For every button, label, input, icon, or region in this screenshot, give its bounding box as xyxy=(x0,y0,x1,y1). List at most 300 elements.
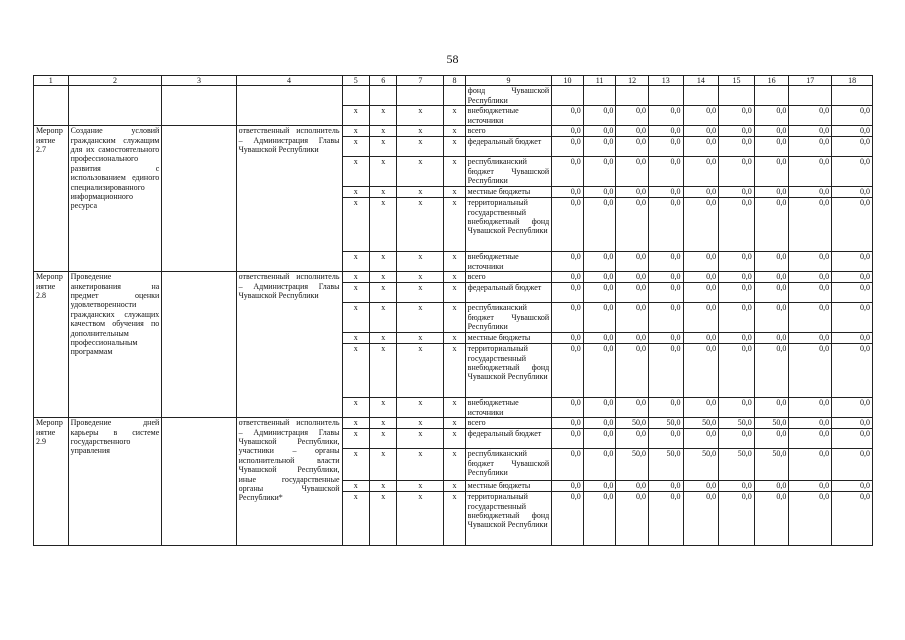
measure-name xyxy=(68,126,162,272)
mark-cell: x xyxy=(342,252,369,272)
value-cell: 0,0 xyxy=(832,187,873,198)
value-cell: 0,0 xyxy=(683,303,719,333)
mark-cell: x xyxy=(369,252,396,272)
mark-cell: x xyxy=(342,198,369,252)
goal-cell xyxy=(162,272,236,418)
mark-cell: x xyxy=(444,429,465,449)
value-cell: 0,0 xyxy=(552,198,584,252)
value-cell xyxy=(616,86,649,106)
value-cell: 0,0 xyxy=(719,283,755,303)
value-cell: 50,0 xyxy=(648,449,683,481)
mark-cell: x xyxy=(342,126,369,137)
value-cell: 0,0 xyxy=(616,198,649,252)
executor xyxy=(236,272,342,418)
value-cell: 0,0 xyxy=(648,283,683,303)
value-cell: 0,0 xyxy=(648,137,683,157)
value-cell: 0,0 xyxy=(832,272,873,283)
mark-cell: x xyxy=(444,449,465,481)
value-cell: 0,0 xyxy=(719,429,755,449)
funding-source: федеральный бюджет xyxy=(465,283,552,303)
value-cell: 0,0 xyxy=(754,344,789,398)
value-cell: 0,0 xyxy=(832,418,873,429)
value-cell: 0,0 xyxy=(683,272,719,283)
value-cell: 0,0 xyxy=(648,187,683,198)
value-cell: 0,0 xyxy=(789,252,832,272)
mark-cell: x xyxy=(444,106,465,126)
column-number-15: 15 xyxy=(719,76,755,86)
measure-code-text: Мероприятие 2.8 xyxy=(36,272,63,301)
value-cell: 0,0 xyxy=(616,303,649,333)
value-cell: 0,0 xyxy=(754,492,789,546)
value-cell: 0,0 xyxy=(754,272,789,283)
value-cell: 0,0 xyxy=(552,481,584,492)
value-cell: 0,0 xyxy=(583,272,616,283)
column-number-6: 6 xyxy=(369,76,396,86)
mark-cell: x xyxy=(342,303,369,333)
value-cell: 0,0 xyxy=(648,126,683,137)
mark-cell: x xyxy=(444,333,465,344)
value-cell: 0,0 xyxy=(552,283,584,303)
value-cell: 0,0 xyxy=(832,492,873,546)
table-row xyxy=(34,272,873,283)
value-cell: 0,0 xyxy=(683,252,719,272)
column-number-10: 10 xyxy=(552,76,584,86)
funding-source: местные бюджеты xyxy=(465,187,552,198)
value-cell: 0,0 xyxy=(648,492,683,546)
value-cell: 0,0 xyxy=(552,344,584,398)
mark-cell: x xyxy=(342,137,369,157)
value-cell: 0,0 xyxy=(789,449,832,481)
table-row xyxy=(34,418,873,429)
mark-cell: x xyxy=(369,187,396,198)
column-number-3: 3 xyxy=(162,76,236,86)
measure-code-text: Мероприятие 2.9 xyxy=(36,418,63,447)
value-cell: 0,0 xyxy=(648,157,683,187)
value-cell: 0,0 xyxy=(754,157,789,187)
value-cell: 0,0 xyxy=(832,106,873,126)
mark-cell: x xyxy=(444,492,465,546)
value-cell: 0,0 xyxy=(754,187,789,198)
mark-cell: x xyxy=(369,429,396,449)
value-cell: 0,0 xyxy=(583,429,616,449)
mark-cell: x xyxy=(342,344,369,398)
value-cell: 0,0 xyxy=(683,492,719,546)
value-cell: 0,0 xyxy=(754,137,789,157)
value-cell: 0,0 xyxy=(832,126,873,137)
value-cell: 0,0 xyxy=(683,333,719,344)
mark-cell: x xyxy=(444,137,465,157)
value-cell: 0,0 xyxy=(789,137,832,157)
value-cell: 0,0 xyxy=(648,398,683,418)
goal-cell xyxy=(162,418,236,546)
value-cell: 50,0 xyxy=(648,418,683,429)
value-cell: 0,0 xyxy=(789,492,832,546)
value-cell: 0,0 xyxy=(754,398,789,418)
value-cell: 0,0 xyxy=(552,272,584,283)
value-cell xyxy=(648,86,683,106)
mark-cell: x xyxy=(444,481,465,492)
mark-cell: x xyxy=(397,126,444,137)
measure-name-text: Проведение дней карьеры в системе государственного управления xyxy=(70,418,160,456)
value-cell: 0,0 xyxy=(832,303,873,333)
funding-source: всего xyxy=(465,418,552,429)
value-cell: 0,0 xyxy=(648,272,683,283)
table-row xyxy=(34,86,873,106)
funding-source: внебюджетные источники xyxy=(465,398,552,418)
value-cell xyxy=(683,86,719,106)
mark-cell xyxy=(444,86,465,106)
mark-cell: x xyxy=(397,481,444,492)
mark-cell xyxy=(369,86,396,106)
mark-cell: x xyxy=(397,106,444,126)
value-cell: 0,0 xyxy=(719,492,755,546)
mark-cell: x xyxy=(444,283,465,303)
value-cell: 0,0 xyxy=(616,137,649,157)
value-cell: 0,0 xyxy=(754,333,789,344)
page-number: 58 xyxy=(446,52,459,66)
mark-cell xyxy=(342,86,369,106)
funding-source: всего xyxy=(465,272,552,283)
value-cell: 0,0 xyxy=(648,252,683,272)
value-cell: 0,0 xyxy=(789,398,832,418)
executor xyxy=(236,418,342,546)
measure-name-cell xyxy=(68,86,162,126)
value-cell: 0,0 xyxy=(552,137,584,157)
mark-cell: x xyxy=(369,344,396,398)
measure-code-text: Мероприятие 2.7 xyxy=(36,126,63,155)
value-cell: 0,0 xyxy=(648,429,683,449)
value-cell xyxy=(719,86,755,106)
mark-cell: x xyxy=(444,126,465,137)
value-cell: 0,0 xyxy=(583,481,616,492)
mark-cell: x xyxy=(444,252,465,272)
budget-table xyxy=(33,75,873,546)
value-cell: 0,0 xyxy=(616,106,649,126)
value-cell: 50,0 xyxy=(754,418,789,429)
value-cell: 0,0 xyxy=(616,333,649,344)
value-cell: 0,0 xyxy=(616,492,649,546)
value-cell: 0,0 xyxy=(552,106,584,126)
mark-cell: x xyxy=(342,157,369,187)
mark-cell: x xyxy=(444,157,465,187)
value-cell: 0,0 xyxy=(616,157,649,187)
mark-cell: x xyxy=(444,198,465,252)
value-cell: 0,0 xyxy=(648,106,683,126)
value-cell: 0,0 xyxy=(719,252,755,272)
value-cell: 0,0 xyxy=(832,344,873,398)
value-cell xyxy=(754,86,789,106)
value-cell: 0,0 xyxy=(616,344,649,398)
value-cell: 0,0 xyxy=(552,187,584,198)
column-number-row xyxy=(34,76,873,86)
mark-cell: x xyxy=(397,157,444,187)
column-number-2: 2 xyxy=(68,76,162,86)
value-cell: 0,0 xyxy=(583,252,616,272)
funding-source: территориальный государственный внебюджетный фонд Чувашской Республики xyxy=(465,198,552,252)
value-cell: 0,0 xyxy=(683,398,719,418)
value-cell: 0,0 xyxy=(719,333,755,344)
mark-cell: x xyxy=(369,398,396,418)
mark-cell: x xyxy=(397,187,444,198)
value-cell: 0,0 xyxy=(832,283,873,303)
value-cell: 0,0 xyxy=(789,106,832,126)
value-cell: 0,0 xyxy=(552,157,584,187)
column-number-11: 11 xyxy=(583,76,616,86)
value-cell: 50,0 xyxy=(683,418,719,429)
mark-cell: x xyxy=(369,449,396,481)
value-cell: 0,0 xyxy=(616,481,649,492)
mark-cell: x xyxy=(397,303,444,333)
funding-source: внебюджетные источники xyxy=(465,252,552,272)
value-cell: 50,0 xyxy=(719,418,755,429)
executor-text: ответственный исполнитель – Администрация Главы Чувашской Республики xyxy=(238,272,340,301)
value-cell: 0,0 xyxy=(583,187,616,198)
goal-cell xyxy=(162,86,236,126)
measure-name xyxy=(68,418,162,546)
value-cell: 0,0 xyxy=(583,418,616,429)
funding-source: внебюджетные источники xyxy=(465,106,552,126)
funding-source: территориальный государственный внебюджетный фонд Чувашской Республики xyxy=(465,492,552,546)
mark-cell: x xyxy=(342,187,369,198)
value-cell: 0,0 xyxy=(683,157,719,187)
funding-source: фонд Чувашской Республики xyxy=(465,86,552,106)
value-cell: 0,0 xyxy=(719,126,755,137)
value-cell: 0,0 xyxy=(683,126,719,137)
executor-text: ответственный исполнитель – Администрация Главы Чувашской Республики, участники – органы исполнительной власти Чувашской Республики, иные государственные органы Чувашской Республики* xyxy=(238,418,340,503)
value-cell: 0,0 xyxy=(552,418,584,429)
mark-cell: x xyxy=(342,449,369,481)
value-cell: 50,0 xyxy=(616,418,649,429)
mark-cell: x xyxy=(369,481,396,492)
value-cell: 0,0 xyxy=(719,398,755,418)
value-cell: 0,0 xyxy=(648,344,683,398)
value-cell: 50,0 xyxy=(754,449,789,481)
value-cell: 0,0 xyxy=(832,252,873,272)
mark-cell: x xyxy=(369,333,396,344)
mark-cell: x xyxy=(397,492,444,546)
value-cell: 0,0 xyxy=(789,429,832,449)
column-number-9: 9 xyxy=(465,76,552,86)
table-row xyxy=(34,126,873,137)
value-cell: 0,0 xyxy=(616,398,649,418)
value-cell: 0,0 xyxy=(832,481,873,492)
value-cell xyxy=(832,86,873,106)
mark-cell: x xyxy=(342,106,369,126)
value-cell: 0,0 xyxy=(754,106,789,126)
measure-name-text: Создание условий гражданским служащим для их самостоятельного профессионального развития с использованием единого специализированного информационного ресурса xyxy=(70,126,160,211)
value-cell: 0,0 xyxy=(754,429,789,449)
value-cell: 0,0 xyxy=(832,333,873,344)
value-cell: 0,0 xyxy=(648,303,683,333)
mark-cell: x xyxy=(369,106,396,126)
value-cell: 0,0 xyxy=(832,137,873,157)
mark-cell: x xyxy=(397,283,444,303)
funding-source: местные бюджеты xyxy=(465,481,552,492)
value-cell: 0,0 xyxy=(552,398,584,418)
value-cell: 0,0 xyxy=(648,481,683,492)
mark-cell: x xyxy=(342,481,369,492)
goal-cell xyxy=(162,126,236,272)
mark-cell: x xyxy=(444,344,465,398)
mark-cell: x xyxy=(342,272,369,283)
funding-source: республиканский бюджет Чувашской Республики xyxy=(465,157,552,187)
column-number-17: 17 xyxy=(789,76,832,86)
column-number-8: 8 xyxy=(444,76,465,86)
value-cell: 0,0 xyxy=(552,429,584,449)
value-cell: 0,0 xyxy=(719,106,755,126)
value-cell: 0,0 xyxy=(789,198,832,252)
value-cell: 0,0 xyxy=(583,398,616,418)
value-cell: 0,0 xyxy=(552,126,584,137)
mark-cell: x xyxy=(397,418,444,429)
value-cell: 0,0 xyxy=(683,106,719,126)
value-cell: 0,0 xyxy=(583,137,616,157)
value-cell: 0,0 xyxy=(552,333,584,344)
funding-source: федеральный бюджет xyxy=(465,137,552,157)
executor-cell xyxy=(236,86,342,126)
value-cell: 0,0 xyxy=(583,157,616,187)
value-cell: 0,0 xyxy=(583,449,616,481)
measure-name-text: Проведение анкетирования на предмет оценки удовлетворенности гражданских служащих качеством обучения по дополнительным профессиональным программам xyxy=(70,272,160,357)
value-cell: 0,0 xyxy=(719,272,755,283)
measure-name xyxy=(68,272,162,418)
value-cell: 0,0 xyxy=(754,303,789,333)
value-cell: 0,0 xyxy=(552,449,584,481)
value-cell: 0,0 xyxy=(719,157,755,187)
mark-cell: x xyxy=(342,429,369,449)
mark-cell: x xyxy=(444,272,465,283)
mark-cell: x xyxy=(444,187,465,198)
mark-cell: x xyxy=(369,157,396,187)
column-number-16: 16 xyxy=(754,76,789,86)
value-cell: 0,0 xyxy=(683,187,719,198)
value-cell: 0,0 xyxy=(832,429,873,449)
value-cell: 0,0 xyxy=(719,137,755,157)
mark-cell: x xyxy=(444,303,465,333)
value-cell: 0,0 xyxy=(683,198,719,252)
value-cell: 0,0 xyxy=(683,344,719,398)
column-number-4: 4 xyxy=(236,76,342,86)
value-cell: 0,0 xyxy=(719,198,755,252)
mark-cell: x xyxy=(369,126,396,137)
mark-cell: x xyxy=(369,272,396,283)
value-cell: 0,0 xyxy=(754,481,789,492)
mark-cell: x xyxy=(444,398,465,418)
mark-cell: x xyxy=(397,449,444,481)
value-cell: 0,0 xyxy=(583,344,616,398)
value-cell: 0,0 xyxy=(789,272,832,283)
value-cell: 0,0 xyxy=(789,418,832,429)
value-cell: 0,0 xyxy=(552,492,584,546)
value-cell: 0,0 xyxy=(648,333,683,344)
mark-cell: x xyxy=(444,418,465,429)
value-cell: 50,0 xyxy=(616,449,649,481)
value-cell: 0,0 xyxy=(583,492,616,546)
value-cell: 0,0 xyxy=(789,344,832,398)
mark-cell: x xyxy=(397,429,444,449)
mark-cell xyxy=(397,86,444,106)
mark-cell: x xyxy=(342,283,369,303)
executor xyxy=(236,126,342,272)
value-cell: 50,0 xyxy=(683,449,719,481)
value-cell: 0,0 xyxy=(616,283,649,303)
value-cell: 0,0 xyxy=(789,303,832,333)
value-cell: 0,0 xyxy=(616,429,649,449)
value-cell: 0,0 xyxy=(683,481,719,492)
value-cell: 0,0 xyxy=(754,252,789,272)
column-number-18: 18 xyxy=(832,76,873,86)
value-cell: 0,0 xyxy=(832,398,873,418)
funding-source: республиканский бюджет Чувашской Республики xyxy=(465,303,552,333)
funding-source: территориальный государственный внебюджетный фонд Чувашской Республики xyxy=(465,344,552,398)
value-cell xyxy=(552,86,584,106)
mark-cell: x xyxy=(397,398,444,418)
value-cell xyxy=(583,86,616,106)
value-cell: 0,0 xyxy=(754,283,789,303)
funding-source: местные бюджеты xyxy=(465,333,552,344)
value-cell: 0,0 xyxy=(754,126,789,137)
column-number-13: 13 xyxy=(648,76,683,86)
column-number-1: 1 xyxy=(34,76,69,86)
mark-cell: x xyxy=(369,283,396,303)
mark-cell: x xyxy=(397,333,444,344)
value-cell: 0,0 xyxy=(616,252,649,272)
value-cell: 0,0 xyxy=(719,187,755,198)
value-cell: 0,0 xyxy=(583,303,616,333)
mark-cell: x xyxy=(397,252,444,272)
value-cell: 0,0 xyxy=(832,449,873,481)
mark-cell: x xyxy=(369,418,396,429)
mark-cell: x xyxy=(397,272,444,283)
funding-source: федеральный бюджет xyxy=(465,429,552,449)
column-number-7: 7 xyxy=(397,76,444,86)
value-cell: 0,0 xyxy=(789,187,832,198)
mark-cell: x xyxy=(397,344,444,398)
value-cell: 0,0 xyxy=(789,283,832,303)
value-cell: 0,0 xyxy=(789,481,832,492)
value-cell: 0,0 xyxy=(719,303,755,333)
measure-code xyxy=(34,418,69,546)
mark-cell: x xyxy=(369,198,396,252)
value-cell: 0,0 xyxy=(583,198,616,252)
value-cell: 0,0 xyxy=(719,481,755,492)
value-cell: 0,0 xyxy=(583,126,616,137)
value-cell: 0,0 xyxy=(789,157,832,187)
value-cell: 0,0 xyxy=(552,303,584,333)
mark-cell: x xyxy=(342,398,369,418)
mark-cell: x xyxy=(369,137,396,157)
value-cell: 0,0 xyxy=(832,198,873,252)
column-number-12: 12 xyxy=(616,76,649,86)
value-cell: 0,0 xyxy=(648,198,683,252)
column-number-14: 14 xyxy=(683,76,719,86)
value-cell: 0,0 xyxy=(789,126,832,137)
mark-cell: x xyxy=(397,198,444,252)
column-number-5: 5 xyxy=(342,76,369,86)
executor-text: ответственный исполнитель – Администрация Главы Чувашской Республики xyxy=(238,126,340,155)
value-cell: 50,0 xyxy=(719,449,755,481)
value-cell: 0,0 xyxy=(616,272,649,283)
mark-cell: x xyxy=(369,303,396,333)
value-cell: 0,0 xyxy=(616,187,649,198)
measure-code xyxy=(34,126,69,272)
mark-cell: x xyxy=(342,418,369,429)
value-cell: 0,0 xyxy=(616,126,649,137)
value-cell: 0,0 xyxy=(683,137,719,157)
value-cell: 0,0 xyxy=(583,283,616,303)
mark-cell: x xyxy=(397,137,444,157)
value-cell: 0,0 xyxy=(583,106,616,126)
